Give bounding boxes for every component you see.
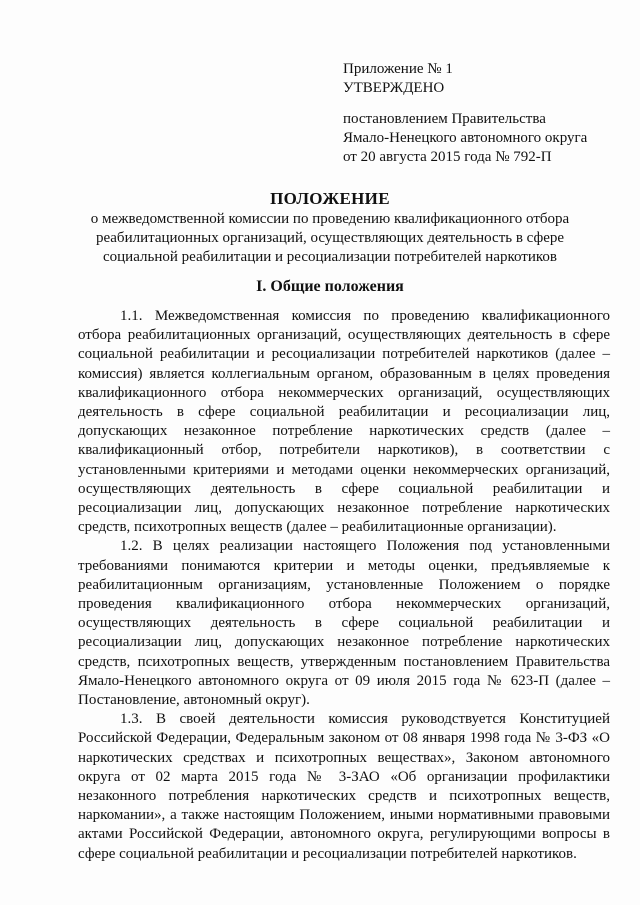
appendix-label: Приложение № 1 bbox=[343, 61, 453, 77]
approved-stamp-text: УТВЕРЖДЕНО bbox=[343, 80, 445, 96]
document-title: ПОЛОЖЕНИЕ bbox=[270, 189, 390, 208]
decree-line: Ямало-Ненецкого автономного округа bbox=[343, 130, 588, 146]
document-subtitle-line: реабилитационных организаций, осуществляющих деятельность в сфере bbox=[95, 230, 565, 246]
document-subtitle-line: о межведомственной комиссии по проведению квалификационного отбора bbox=[90, 211, 570, 227]
decree-line: от 20 августа 2015 года № 792-П bbox=[343, 149, 552, 165]
decree-line: постановлением Правительства bbox=[343, 111, 546, 127]
paragraph-1-3: 1.3. В своей деятельности комиссия руководствуется Конституцией Российской Федерации, Федеральным законом от 08 января 1998 года № 3-ФЗ «О наркотических средствах и психотропных веществах», Законом автономного округа от 02 марта 2015 года № 3-ЗАО «Об организации профилактики незаконного потребления наркотических средств и психотропных веществ, наркомании», а также настоящим Положением, иными нормативными правовыми актами Российской Федерации, автономного округа, регулирующими вопросы в сфере социальной реабилитации и ресоциализации потребителей наркотиков. bbox=[78, 711, 610, 862]
approval-header bbox=[343, 60, 628, 167]
section-body bbox=[78, 307, 610, 864]
section-heading: I. Общие положения bbox=[256, 278, 404, 295]
paragraph-1-1: 1.1. Межведомственная комиссия по проведению квалификационного отбора реабилитационных организаций, осуществляющих деятельность в сфере социальной реабилитации и ресоциализации потребителей наркотиков (далее – комиссия) является коллегиальным органом, образованным в целях проведения квалификационного отбора некоммерческих организаций, осуществляющих деятельность в сфере социальной реабилитации и ресоциализации лиц, допускающих незаконное потребление наркотических средств (далее – квалификационный отбор, потребители наркотиков), в соответствии с установленными критериями и методами оценки некоммерческих организаций, осуществляющих деятельность в сфере социальной реабилитации и ресоциализации лиц, допускающих незаконное потребление наркотических средств, психотропных веществ (далее – реабилитационные организации). bbox=[78, 308, 610, 536]
paragraph-1-2: 1.2. В целях реализации настоящего Положения под установленными требованиями понимаются критерии и методы оценки, предъявляемые к реабилитационным организациям, установленные Положением о порядке проведения квалификационного отбора некоммерческих организаций, осуществляющих деятельность в сфере социальной реабилитации и ресоциализации лиц, допускающих незаконное потребление наркотических средств, психотропных веществ, утвержденным постановлением Правительства Ямало-Ненецкого автономного округа от 09 июля 2015 года № 623-П (далее – Постановление, автономный округ). bbox=[78, 538, 610, 709]
document-subtitle-line: социальной реабилитации и ресоциализации потребителей наркотиков bbox=[103, 249, 557, 265]
title-block bbox=[70, 188, 590, 267]
